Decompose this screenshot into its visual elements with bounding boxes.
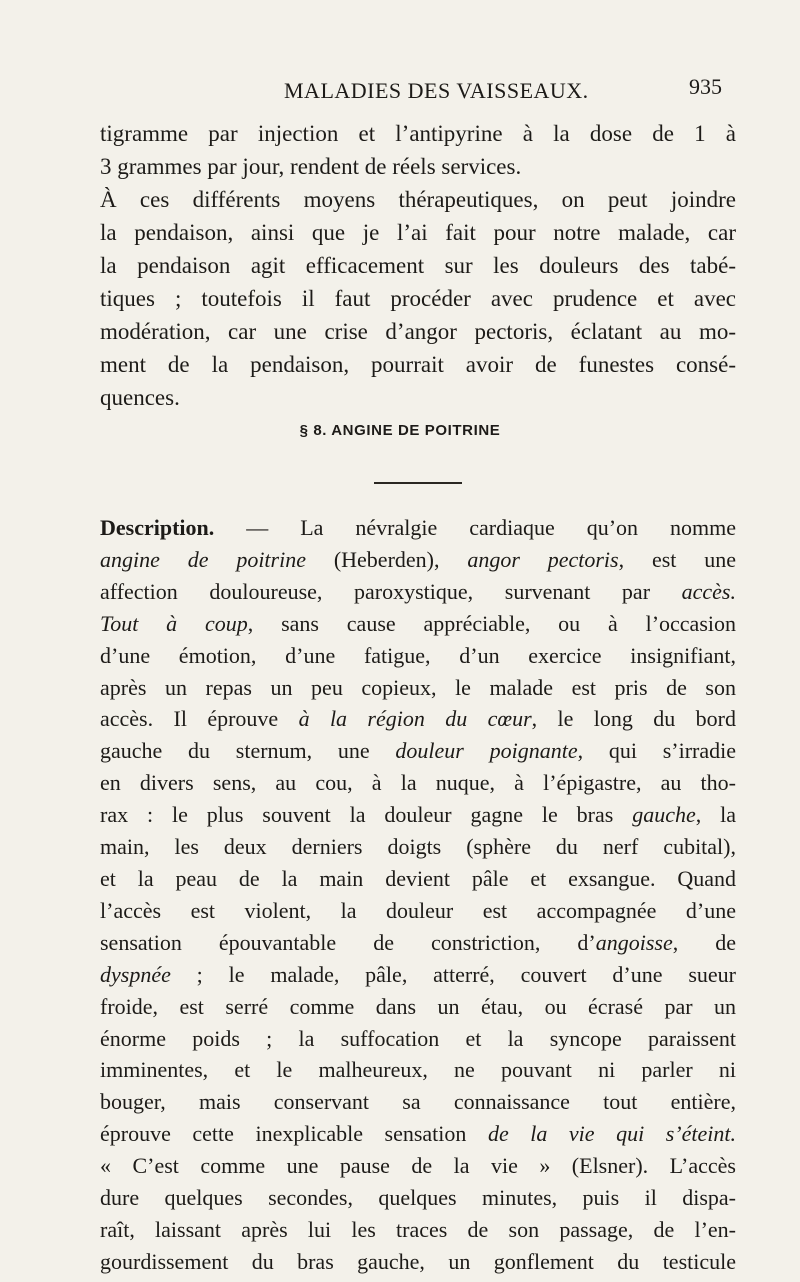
italic-term: accès.: [681, 578, 736, 604]
text-line: tiques ; toutefois il faut procéder avec prudence et avec: [100, 286, 736, 311]
text-run: en divers sens, au cou, à la nuque, à l’épigastre, au tho-: [100, 770, 736, 796]
text-line: [100, 895, 736, 927]
text-run: — La névralgie cardiaque qu’on nomme: [214, 515, 736, 540]
text-run: , la: [695, 802, 736, 828]
text-run: , qui s’irradie: [577, 738, 737, 764]
text-line: [100, 1023, 736, 1055]
text-run: , est une: [618, 546, 736, 572]
text-line: quences.: [100, 385, 180, 410]
text-run: gauche du sternum, une: [100, 738, 396, 764]
italic-term: angine de poitrine: [100, 546, 306, 572]
text-run: dure quelques secondes, quelques minutes, puis il dispa-: [100, 1185, 736, 1211]
text-run: sensation épouvantable de constriction, d’: [100, 929, 596, 955]
text-run: affection douloureuse, paroxystique, survenant par: [100, 578, 682, 604]
text-run: ; le malade, pâle, atterré, couvert d’une sueur: [170, 961, 736, 987]
text-run: et la peau de la main devient pâle et exsangue. Quand: [100, 865, 736, 891]
text-run: gourdissement du bras gauche, un gonflement du testicule: [100, 1248, 736, 1274]
text-line: [100, 959, 736, 991]
text-line: [100, 1150, 736, 1182]
text-line: À ces différents moyens thérapeutiques, on peut joindre: [100, 187, 736, 212]
text-run: bouger, mais conservant sa connaissance tout entière,: [100, 1089, 736, 1115]
paragraph-lead: Description.: [100, 515, 215, 540]
text-line: tigramme par injection et l’antipyrine à la dose de 1 à: [100, 121, 736, 146]
section-divider: [374, 482, 462, 484]
text-line: [100, 703, 736, 735]
text-line: [100, 608, 736, 640]
text-line: [100, 1118, 736, 1150]
italic-term: gauche: [632, 802, 696, 828]
text-line: ment de la pendaison, pourrait avoir de funestes consé-: [100, 352, 736, 377]
text-line: [100, 1054, 736, 1086]
italic-term: Tout à coup: [100, 610, 248, 636]
text-line: [100, 991, 736, 1023]
text-run: l’accès est violent, la douleur est accompagnée d’une: [100, 897, 736, 923]
text-line: [100, 544, 736, 576]
text-run: énorme poids ; la suffocation et la syncope paraissent: [100, 1025, 736, 1051]
paragraph-description: [100, 512, 736, 1278]
text-line: [100, 735, 736, 767]
text-line: [100, 863, 736, 895]
text-line: [100, 831, 736, 863]
text-line: [100, 767, 736, 799]
page-header: [0, 72, 800, 112]
text-line: [100, 1246, 736, 1278]
italic-term: à la région du cœur: [298, 706, 532, 732]
paragraph-pendaison: [100, 117, 736, 414]
text-run: , le long du bord: [531, 706, 736, 732]
text-line: la pendaison, ainsi que je l’ai fait pour notre malade, car: [100, 220, 736, 245]
section-heading: § 8. ANGINE DE POITRINE: [299, 422, 501, 439]
text-run: imminentes, et le malheureux, ne pouvant ni parler ni: [100, 1057, 736, 1083]
text-line: la pendaison agit efficacement sur les douleurs des tabé-: [100, 253, 736, 278]
text-run: , sans cause appréciable, ou à l’occasion: [247, 610, 736, 636]
text-run: après un repas un peu copieux, le malade est pris de son: [100, 674, 736, 700]
text-line: [100, 799, 736, 831]
text-line: [100, 1086, 736, 1118]
text-run: raît, laissant après lui les traces de son passage, de l’en-: [100, 1216, 736, 1242]
italic-term: angor pectoris: [467, 546, 619, 572]
text-line: [100, 1214, 736, 1246]
text-run: main, les deux derniers doigts (sphère du nerf cubital),: [100, 834, 736, 860]
italic-term: angoisse: [595, 929, 673, 955]
text-run: (Heberden),: [305, 546, 468, 572]
text-line: [100, 927, 736, 959]
text-run: froide, est serré comme dans un étau, ou écrasé par un: [100, 993, 736, 1019]
text-line: 3 grammes par jour, rendent de réels services.: [100, 154, 522, 179]
italic-term: de la vie qui s’éteint.: [487, 1121, 736, 1147]
text-run: éprouve cette inexplicable sensation: [100, 1121, 488, 1147]
text-line: [100, 672, 736, 704]
text-line: modération, car une crise d’angor pectoris, éclatant au mo-: [100, 319, 736, 344]
text-line: [100, 512, 736, 544]
text-run: « C’est comme une pause de la vie » (Elsner). L’accès: [100, 1153, 736, 1179]
text-run: , de: [672, 929, 737, 955]
text-run: rax : le plus souvent la douleur gagne le bras: [100, 802, 633, 828]
running-head: MALADIES DES VAISSEAUX.: [284, 78, 589, 103]
text-line: [100, 640, 736, 672]
text-line: [100, 1182, 736, 1214]
text-run: d’une émotion, d’une fatigue, d’un exercice insignifiant,: [100, 642, 736, 668]
italic-term: douleur poignante: [395, 738, 578, 764]
italic-term: dyspnée: [100, 961, 171, 987]
text-line: [100, 576, 736, 608]
text-run: accès. Il éprouve: [100, 706, 299, 732]
page-number: 935: [689, 74, 722, 99]
